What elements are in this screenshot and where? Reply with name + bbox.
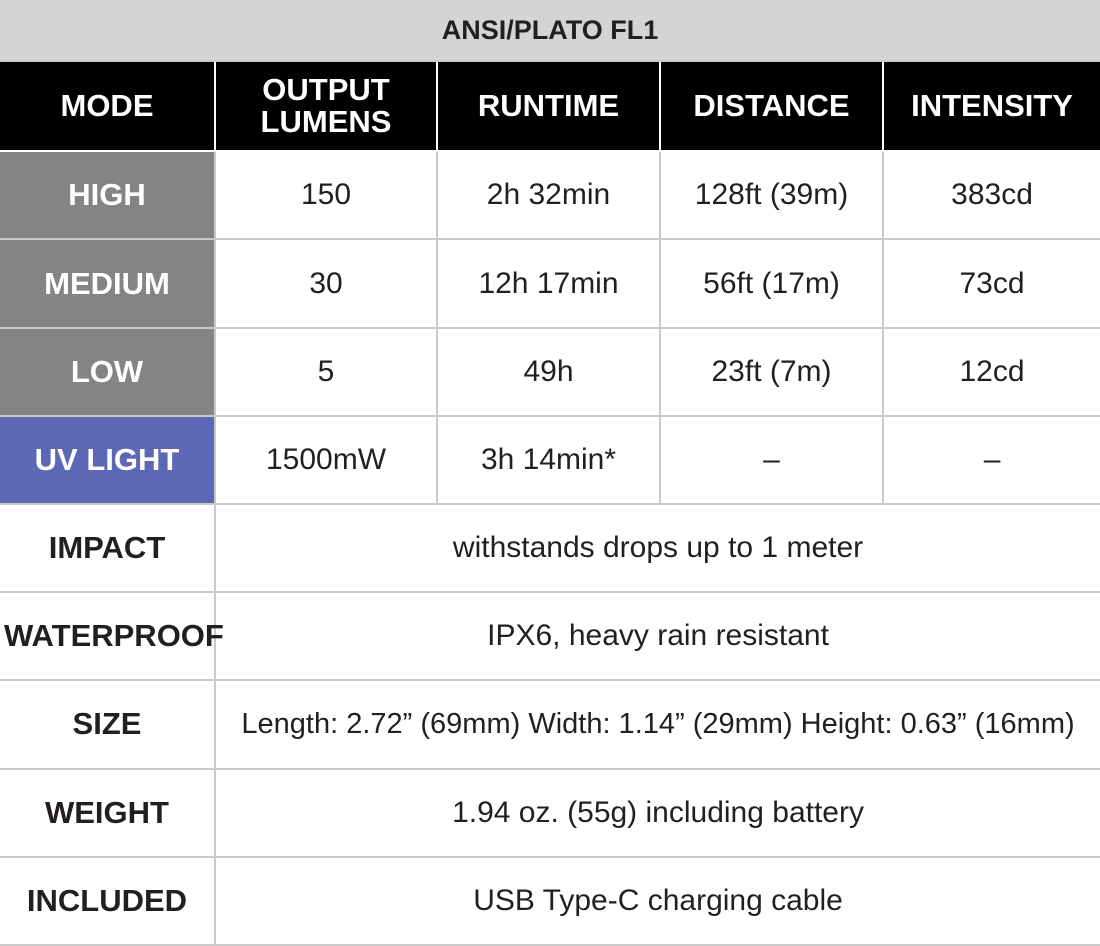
- distance-cell: 23ft (7m): [660, 328, 883, 416]
- mode-row-low: [0, 328, 1100, 416]
- distance-cell: –: [660, 416, 883, 504]
- header-intensity: INTENSITY: [883, 61, 1100, 151]
- mode-row-high: [0, 151, 1100, 239]
- intensity-cell: –: [883, 416, 1100, 504]
- spec-value: USB Type-C charging cable: [215, 857, 1100, 945]
- runtime-cell: 49h: [437, 328, 660, 416]
- header-output-lumens: [215, 61, 437, 151]
- header-output-line2: LUMENS: [260, 104, 392, 140]
- header-runtime: RUNTIME: [437, 61, 660, 151]
- runtime-cell: 12h 17min: [437, 239, 660, 327]
- spec-row-impact: [0, 504, 1100, 592]
- mode-label: UV LIGHT: [0, 416, 215, 504]
- output-cell: 150: [215, 151, 437, 239]
- spec-row-weight: [0, 769, 1100, 857]
- output-cell: 5: [215, 328, 437, 416]
- spec-label: WEIGHT: [0, 769, 215, 857]
- spec-label: SIZE: [0, 680, 215, 768]
- spec-label: IMPACT: [0, 504, 215, 592]
- table-title: ANSI/PLATO FL1: [0, 0, 1100, 61]
- runtime-cell: 2h 32min: [437, 151, 660, 239]
- spec-label: INCLUDED: [0, 857, 215, 945]
- title-row: [0, 0, 1100, 61]
- header-row: [0, 61, 1100, 151]
- spec-row-waterproof: [0, 592, 1100, 680]
- spec-value: 1.94 oz. (55g) including battery: [215, 769, 1100, 857]
- output-cell: 30: [215, 239, 437, 327]
- mode-label: MEDIUM: [0, 239, 215, 327]
- mode-row-medium: [0, 239, 1100, 327]
- spec-label: WATERPROOF: [0, 592, 215, 680]
- spec-value: IPX6, heavy rain resistant: [215, 592, 1100, 680]
- distance-cell: 128ft (39m): [660, 151, 883, 239]
- runtime-cell: 3h 14min*: [437, 416, 660, 504]
- intensity-cell: 383cd: [883, 151, 1100, 239]
- spec-row-included: [0, 857, 1100, 945]
- mode-label: HIGH: [0, 151, 215, 239]
- intensity-cell: 12cd: [883, 328, 1100, 416]
- header-mode: MODE: [0, 61, 215, 151]
- mode-label: LOW: [0, 328, 215, 416]
- spec-row-size: [0, 680, 1100, 768]
- spec-value: withstands drops up to 1 meter: [215, 504, 1100, 592]
- distance-cell: 56ft (17m): [660, 239, 883, 327]
- mode-row-uv-light: [0, 416, 1100, 504]
- header-distance: DISTANCE: [660, 61, 883, 151]
- intensity-cell: 73cd: [883, 239, 1100, 327]
- spec-value: Length: 2.72” (69mm) Width: 1.14” (29mm) Height: 0.63” (16mm): [215, 680, 1100, 768]
- output-cell: 1500mW: [215, 416, 437, 504]
- header-output-line1: OUTPUT: [262, 72, 390, 108]
